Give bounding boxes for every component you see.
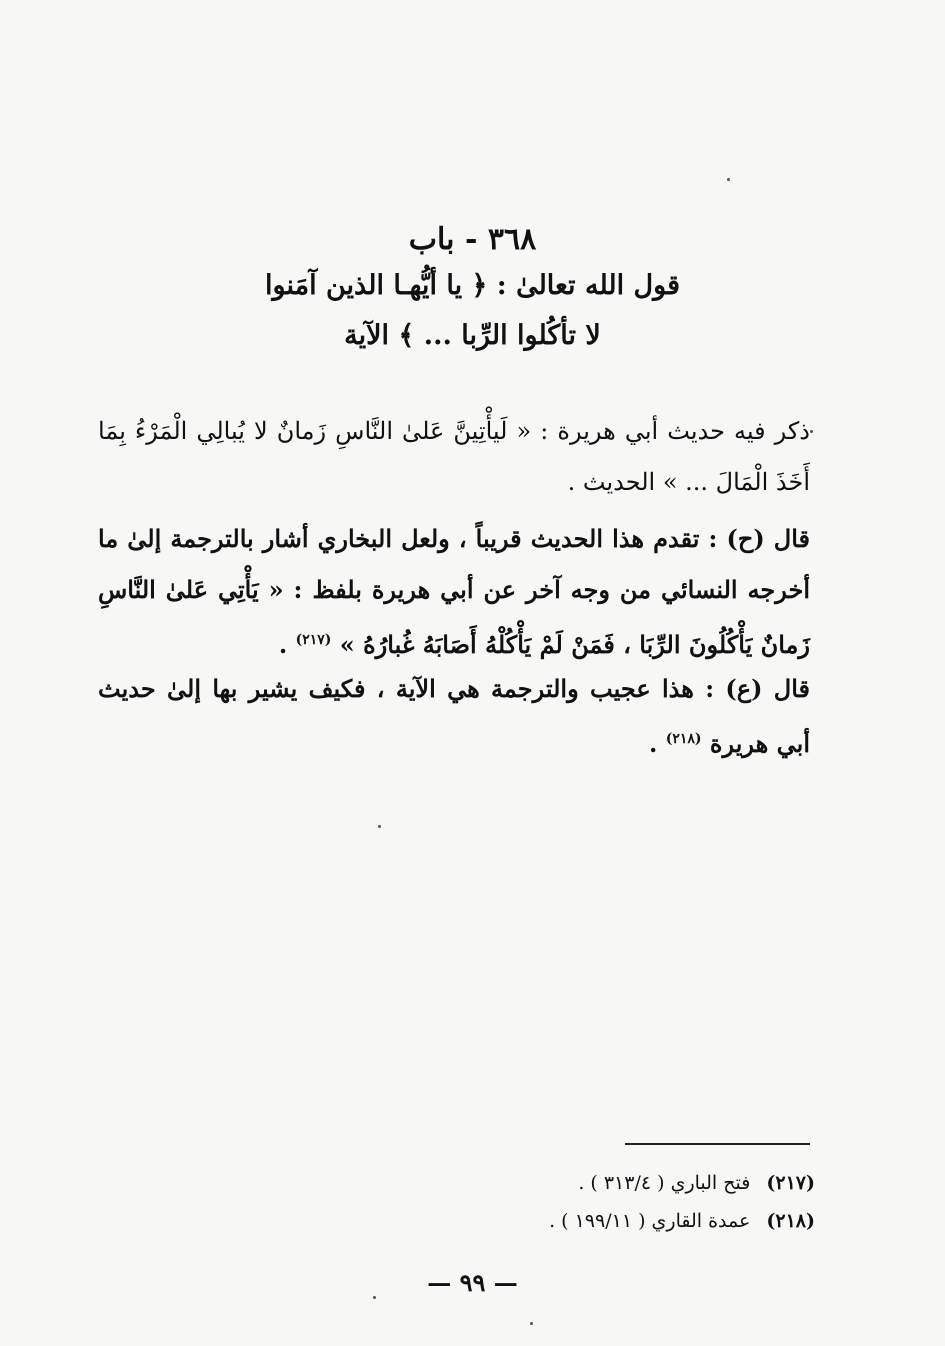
scan-speck bbox=[530, 1322, 533, 1325]
footnote-1 bbox=[578, 1172, 815, 1194]
scan-speck bbox=[810, 430, 813, 433]
footnote-text: عمدة القاري ( ١٩٩/١١ ) . bbox=[549, 1210, 751, 1232]
paragraph-3-end: . bbox=[649, 729, 666, 758]
paragraph-1 bbox=[98, 406, 810, 508]
footnote-reference: (٢١٨) bbox=[665, 731, 702, 747]
scan-speck bbox=[378, 825, 381, 828]
footnote-reference: (٢١٧) bbox=[295, 632, 332, 648]
footnote-number: (٢١٨) bbox=[766, 1210, 815, 1232]
footnote-2 bbox=[549, 1210, 815, 1232]
footnote-text: فتح الباري ( ٣١٣/٤ ) . bbox=[578, 1172, 751, 1194]
footnote-divider bbox=[625, 1143, 810, 1145]
scan-speck bbox=[727, 178, 730, 181]
footnote-number: (٢١٧) bbox=[766, 1172, 815, 1194]
paragraph-1-text: ذكر فيه حديث أبي هريرة : « لَيأْتِينَّ عَلىٰ النَّاسِ زَمانٌ لا يُبالِي الْمَرْءُ بِمَا أَخَذَ الْمَالَ ... » الحديث . bbox=[98, 417, 810, 496]
paragraph-3 bbox=[98, 663, 810, 769]
chapter-title-line-1: قول الله تعالىٰ : ﴿ يا أيُّهـا الذين آمَنوا bbox=[265, 270, 680, 301]
paragraph-2 bbox=[98, 513, 810, 670]
scan-speck bbox=[373, 1296, 376, 1299]
chapter-title-line-2: لا تأكُلوا الرِّبا ... ﴾ الآية bbox=[344, 320, 601, 351]
paragraph-2-text: قال (ح) : تقدم هذا الحديث قريباً ، ولعل البخاري أشار بالترجمة إلىٰ ما أخرجه النسائي من وجه آخر عن أبي هريرة بلفظ : « يَأْتِي عَلىٰ النَّاسِ زَمانٌ يَأْكُلُونَ الرِّبَا ، فَمَنْ لَمْ يَأْكُلْهُ أَصَابَهُ غُبارُهُ » bbox=[98, 524, 810, 659]
chapter-number: ٣٦٨ - باب bbox=[408, 222, 537, 257]
paragraph-3-text: قال (ع) : هذا عجيب والترجمة هي الآية ، فكيف يشير بها إلىٰ حديث أبي هريرة bbox=[98, 674, 810, 758]
page-number: — ٩٩ — bbox=[427, 1268, 518, 1297]
paragraph-2-end: . bbox=[278, 630, 296, 659]
